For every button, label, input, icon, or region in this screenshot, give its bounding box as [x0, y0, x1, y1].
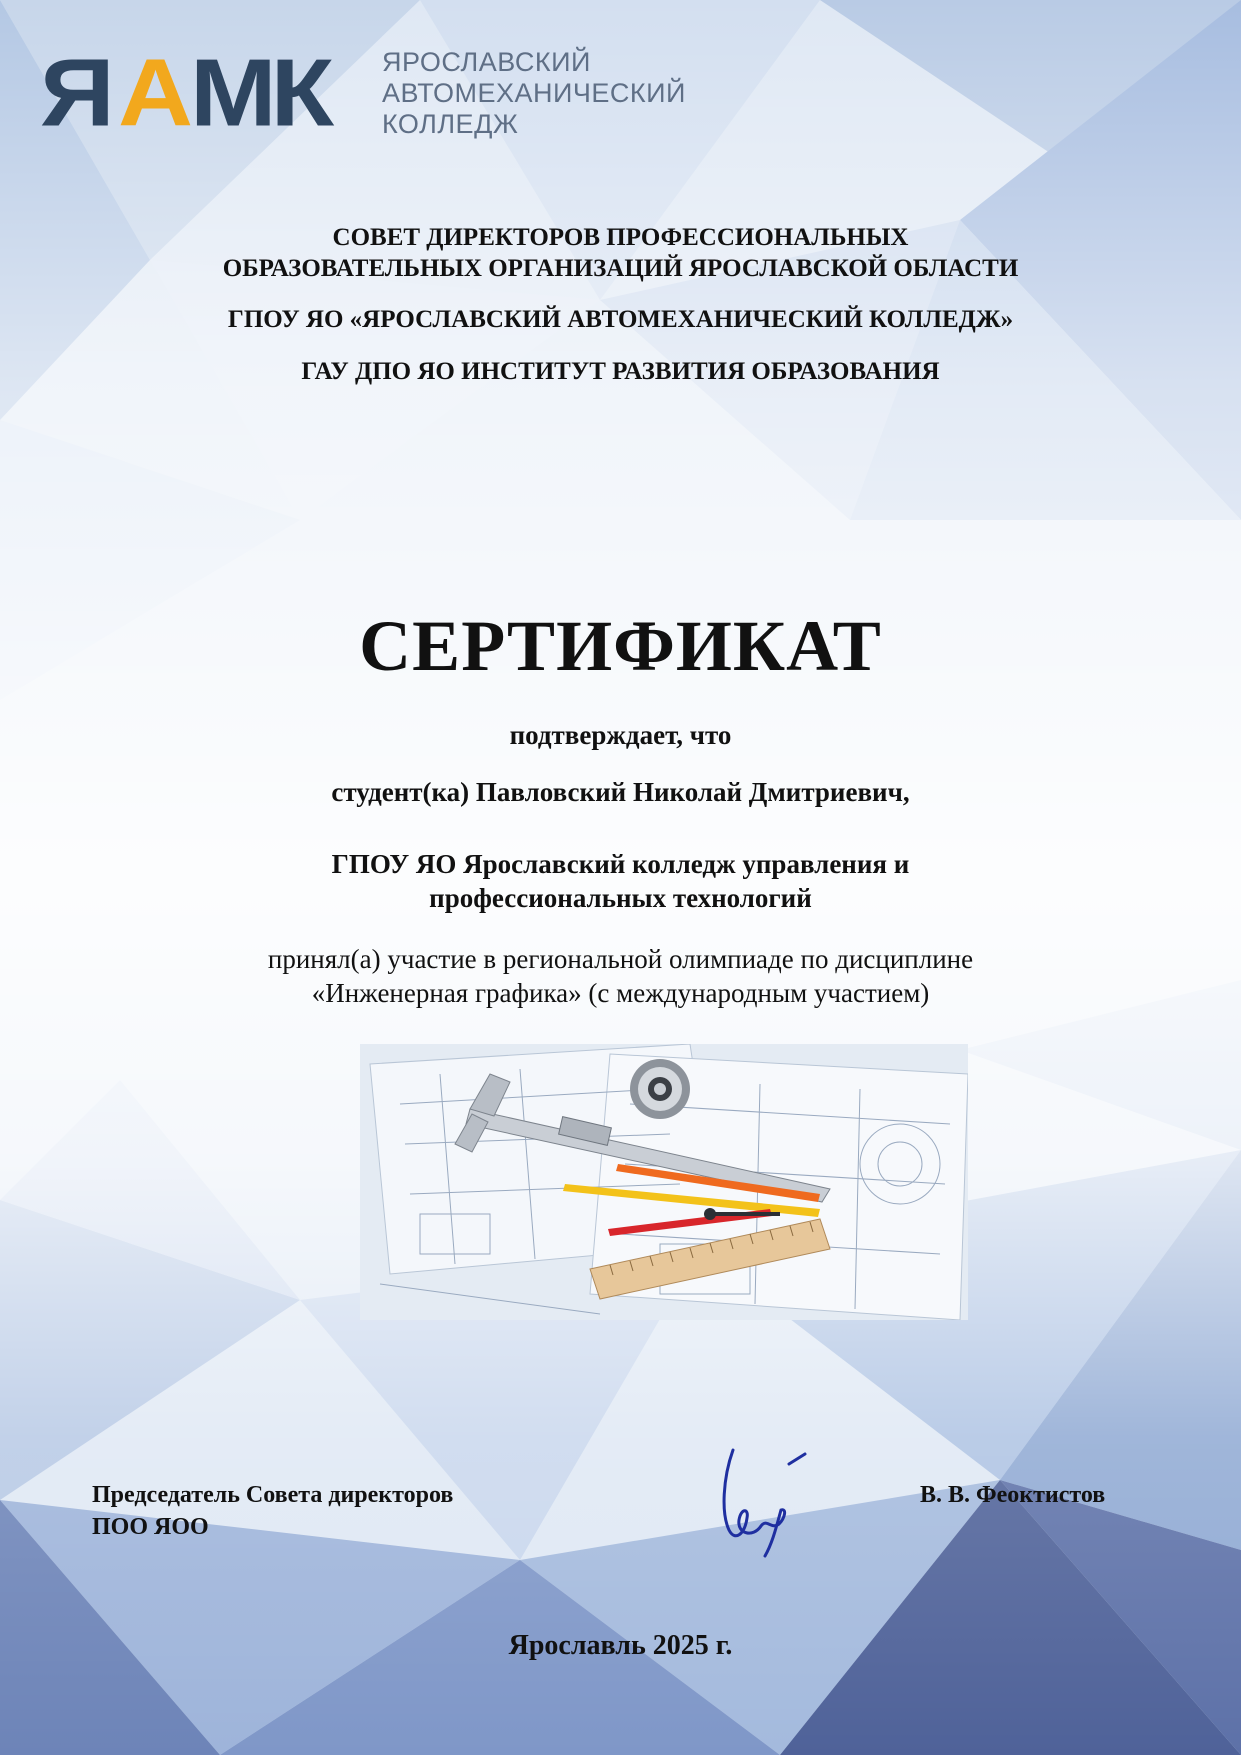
logo-line-2: АВТОМЕХАНИЧЕСКИЙ [382, 78, 686, 108]
institution-line-2: профессиональных технологий [429, 883, 812, 913]
certificate-title: СЕРТИФИКАТ [359, 606, 882, 686]
student-institution [0, 847, 1241, 915]
signatory-position [92, 1479, 453, 1543]
student-name: студент(ка) Павловский Николай Дмитриевич, [331, 777, 910, 807]
participation-line-2: «Инженерная графика» (с международным участием) [311, 978, 930, 1008]
organizer-college: ГПОУ ЯО «ЯРОСЛАВСКИЙ АВТОМЕХАНИЧЕСКИЙ КОЛЛЕДЖ» [227, 306, 1014, 333]
institution-line-1: ГПОУ ЯО Ярославский колледж управления и [331, 849, 910, 879]
organizer-council-line-1: СОВЕТ ДИРЕКТОРОВ ПРОФЕССИОНАЛЬНЫХ [332, 224, 909, 251]
organizer-council [0, 222, 1241, 284]
svg-text:А: А [118, 48, 194, 143]
confirms-text: подтверждает, что [509, 720, 732, 750]
signatory-position-line-1: Председатель Совета директоров [92, 1482, 454, 1508]
svg-text:МК: МК [190, 48, 329, 143]
drafting-tools-icon [360, 1044, 968, 1320]
signatory-position-line-2: ПОО ЯОО [92, 1514, 209, 1540]
place-and-year: Ярославль 2025 г. [508, 1630, 733, 1661]
logo-line-1: ЯРОСЛАВСКИЙ [382, 47, 591, 77]
participation-text [0, 942, 1241, 1010]
engineering-drawing-illustration [360, 1044, 968, 1320]
organizer-council-line-2: ОБРАЗОВАТЕЛЬНЫХ ОРГАНИЗАЦИЙ ЯРОСЛАВСКОЙ ОБЛАСТИ [222, 255, 1019, 282]
logo-caption [382, 47, 686, 140]
signature-icon [715, 1438, 825, 1558]
svg-text:Я: Я [40, 48, 107, 143]
handwritten-signature [715, 1438, 825, 1558]
college-logo [40, 48, 370, 143]
organizer-institute: ГАУ ДПО ЯО ИНСТИТУТ РАЗВИТИЯ ОБРАЗОВАНИЯ [301, 358, 940, 385]
participation-line-1: принял(а) участие в региональной олимпиаде по дисциплине [267, 944, 974, 974]
logo-line-3: КОЛЛЕДЖ [382, 109, 519, 139]
signatory-name: В. В. Феоктистов [920, 1482, 1106, 1508]
yamk-logo-icon [40, 48, 370, 143]
